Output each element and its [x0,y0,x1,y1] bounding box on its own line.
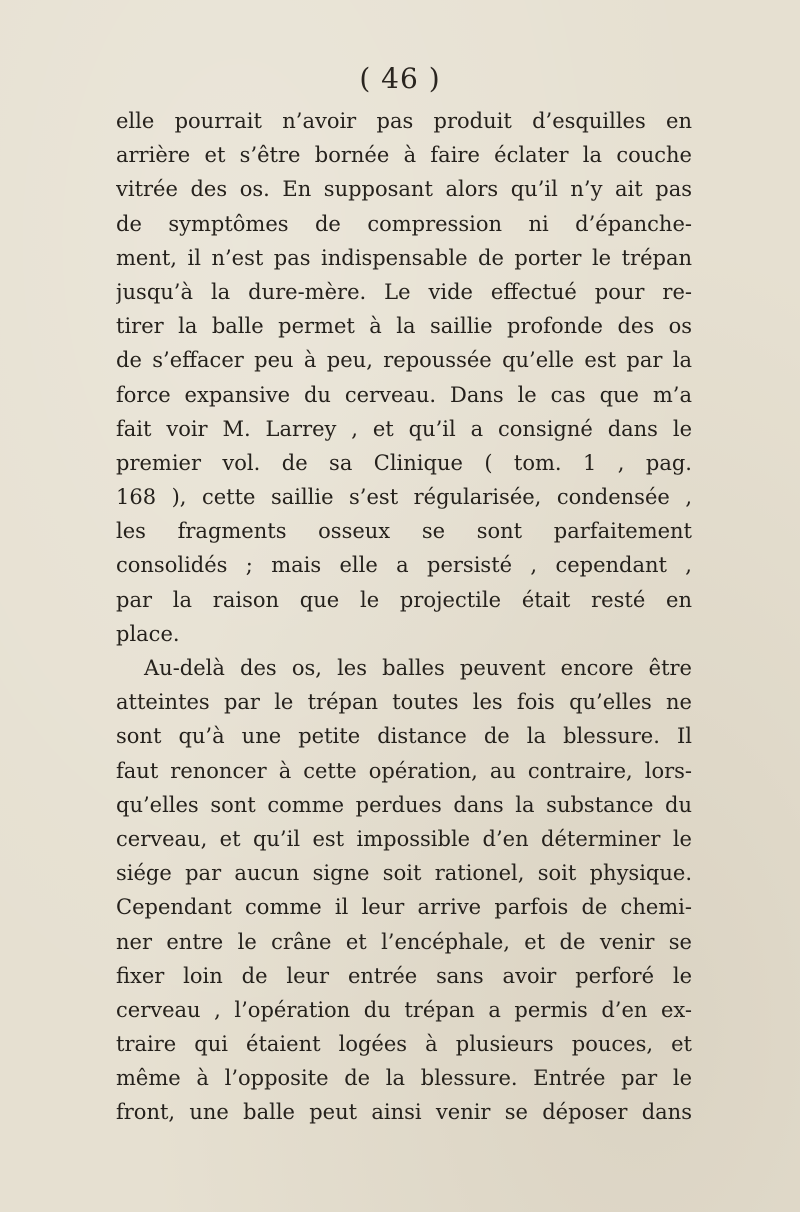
paragraph-1 [116,104,692,651]
text-line: cerveau, et qu’il est impossible d’en déterminer le [116,826,692,851]
text-line: jusqu’à la dure-mère. Le vide effectué pour re- [116,279,692,304]
paragraph-2 [116,651,692,1130]
text-line: traire qui étaient logées à plusieurs pouces, et [116,1032,692,1057]
text-line: fixer loin de leur entrée sans avoir perforé le [116,963,692,988]
text-line: atteintes par le trépan toutes les fois qu’elles ne [116,690,692,715]
text-line: les fragments osseux se sont parfaitement [116,519,692,544]
text-line: Au-delà des os, les balles peuvent encore être [144,656,692,680]
text-line: front, une balle peut ainsi venir se déposer dans [116,1100,692,1125]
text-line: 168 ), cette saillie s’est régularisée, condensée , [116,485,692,510]
text-line: force expansive du cerveau. Dans le cas que m’a [116,382,692,407]
body-text [116,104,692,1130]
text-line: siége par aucun signe soit rationel, soit physique. [116,861,692,886]
text-line: de symptômes de compression ni d’épanche- [116,211,692,236]
text-line: qu’elles sont comme perdues dans la substance du [116,792,692,817]
text-line: tirer la balle permet à la saillie profonde des os [116,314,692,339]
text-line: premier vol. de sa Clinique ( tom. 1 , pag. [116,450,692,475]
text-line: arrière et s’être bornée à faire éclater la couche [116,143,692,168]
text-line: elle pourrait n’avoir pas produit d’esquilles en [116,109,692,133]
text-line: faut renoncer à cette opération, au contraire, lors- [116,758,692,783]
page-number: ( 46 ) [359,62,441,95]
text-line: sont qu’à une petite distance de la blessure. Il [116,724,692,749]
text-line: consolidés ; mais elle a persisté , cependant , [116,553,692,578]
text-line: fait voir M. Larrey , et qu’il a consigné dans le [116,416,692,441]
text-line: cerveau , l’opération du trépan a permis d’en ex- [116,997,692,1022]
text-line: ner entre le crâne et l’encéphale, et de venir se [116,929,692,954]
text-line: vitrée des os. En supposant alors qu’il n’y ait pas [116,177,692,202]
text-line: même à l’opposite de la blessure. Entrée par le [116,1066,692,1091]
text-line: place. [116,621,180,646]
text-line: de s’effacer peu à peu, repoussée qu’elle est par la [116,348,692,373]
text-line: par la raison que le projectile était resté en [116,587,692,612]
text-line: Cependant comme il leur arrive parfois de chemi- [116,895,692,920]
text-line: ment, il n’est pas indispensable de porter le trépan [116,245,692,270]
